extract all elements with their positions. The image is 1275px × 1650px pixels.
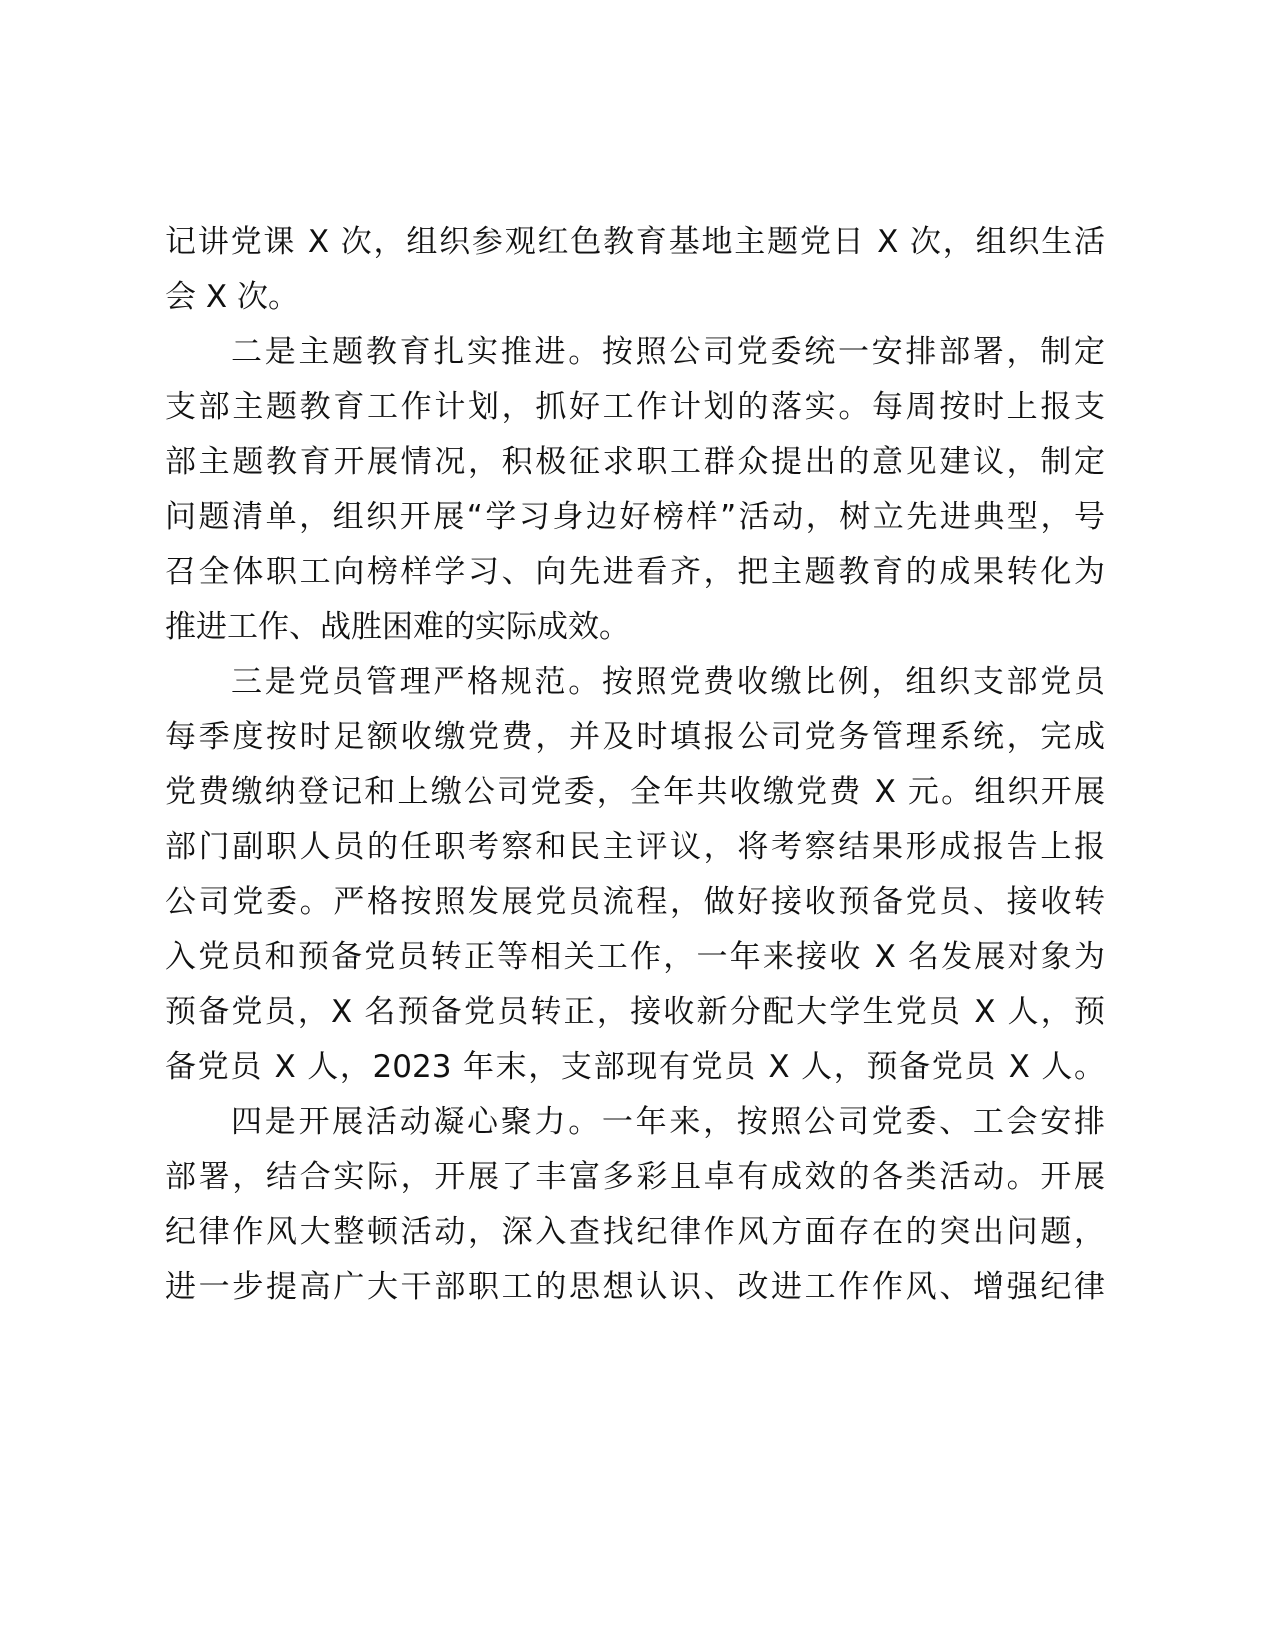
text-line: 部门副职人员的任职考察和民主评议，将考察结果形成报告上报 (165, 829, 1105, 865)
text-line: 会 X 次。 (165, 279, 299, 315)
paragraph-first-line: 四是开展活动凝心聚力。一年来，按照公司党委、工会安排 (231, 1104, 1105, 1140)
text-line: 纪律作风大整顿活动，深入查找纪律作风方面存在的突出问题， (165, 1214, 1105, 1250)
text-line: 每季度按时足额收缴党费，并及时填报公司党务管理系统，完成 (165, 719, 1105, 755)
text-line: 预备党员，X 名预备党员转正，接收新分配大学生党员 X 人，预 (165, 994, 1105, 1030)
text-line: 推进工作、战胜困难的实际成效。 (165, 609, 630, 645)
text-line: 公司党委。严格按照发展党员流程，做好接收预备党员、接收转 (165, 884, 1105, 920)
text-line: 部署，结合实际，开展了丰富多彩且卓有成效的各类活动。开展 (165, 1159, 1105, 1195)
paragraph-first-line: 三是党员管理严格规范。按照党费收缴比例，组织支部党员 (231, 664, 1105, 700)
text-line: 进一步提高广大干部职工的思想认识、改进工作作风、增强纪律 (165, 1269, 1105, 1305)
text-line: 党费缴纳登记和上缴公司党委，全年共收缴党费 X 元。组织开展 (165, 774, 1105, 810)
paragraph-first-line: 二是主题教育扎实推进。按照公司党委统一安排部署，制定 (231, 334, 1105, 370)
text-line: 入党员和预备党员转正等相关工作，一年来接收 X 名发展对象为 (165, 939, 1105, 975)
text-line: 召全体职工向榜样学习、向先进看齐，把主题教育的成果转化为 (165, 554, 1105, 590)
text-line: 部主题教育开展情况，积极征求职工群众提出的意见建议，制定 (165, 444, 1105, 480)
text-line: 支部主题教育工作计划，抓好工作计划的落实。每周按时上报支 (165, 389, 1105, 425)
text-line: 备党员 X 人，2023 年末，支部现有党员 X 人，预备党员 X 人。 (165, 1049, 1105, 1085)
text-line: 问题清单，组织开展“学习身边好榜样”活动，树立先进典型，号 (165, 499, 1105, 535)
text-line: 记讲党课 X 次，组织参观红色教育基地主题党日 X 次，组织生活 (165, 224, 1105, 260)
